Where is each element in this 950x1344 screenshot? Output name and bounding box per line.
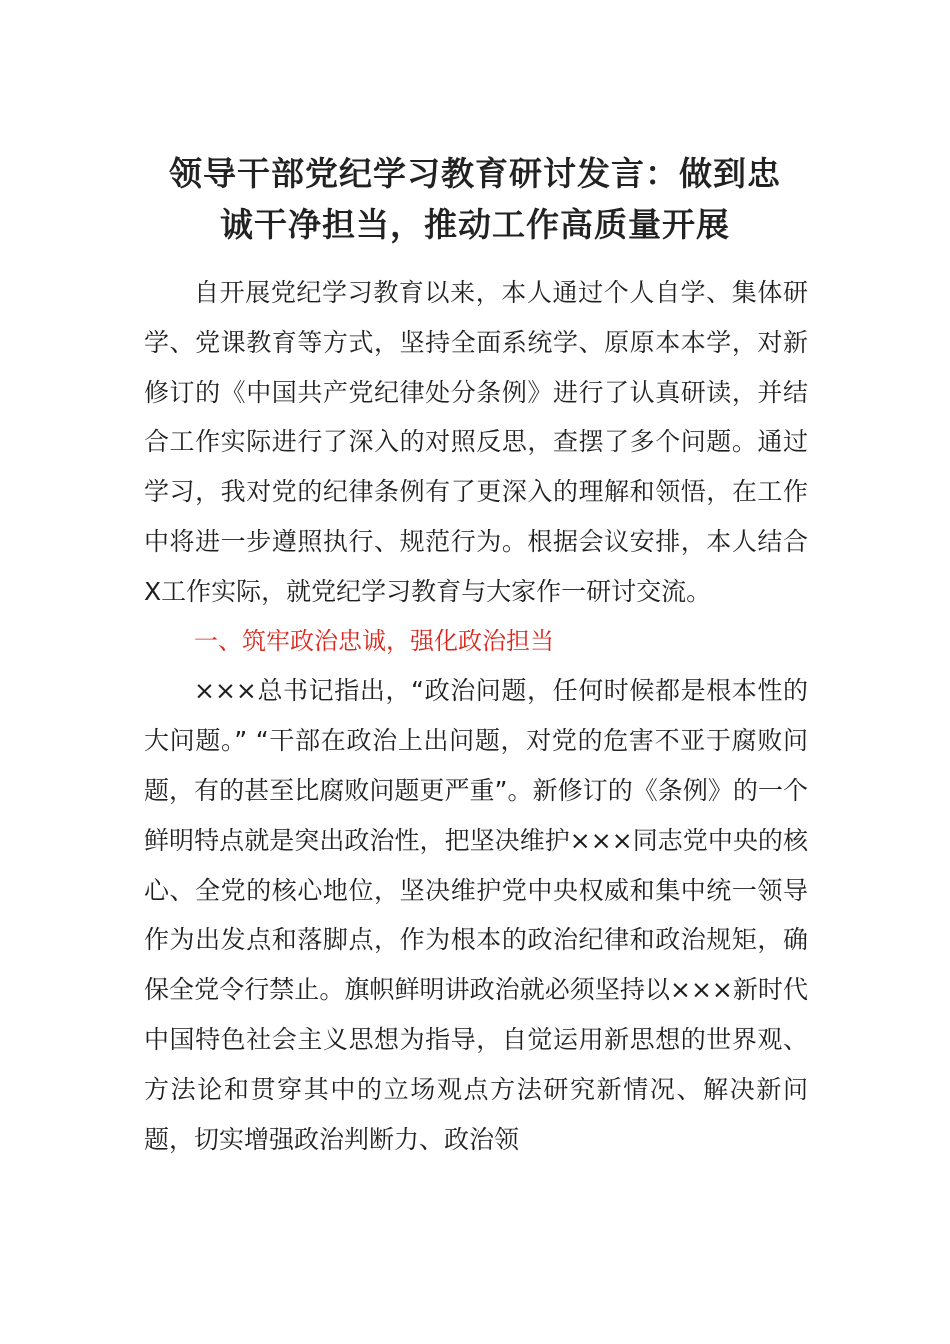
- title-line-2: 诚干净担当，推动工作高质量开展: [220, 205, 730, 244]
- section-heading: 一、筑牢政治忠诚，强化政治担当: [194, 626, 554, 655]
- intro-paragraph: 自开展党纪学习教育以来，本人通过个人自学、集体研学、党课教育等方式，坚持全面系统学、原原本本学，对新修订的《中国共产党纪律处分条例》进行了认真研读，并结合工作实际进行了深入的对照反思，查摆了多个问题。通过学习，我对党的纪律条例有了更深入的理解和领悟，在工作中将进一步遵照执行、规范行为。根据会议安排，本人结合X工作实际，就党纪学习教育与大家作一研讨交流。: [144, 278, 808, 606]
- document-body: [144, 268, 808, 1164]
- title-line-1: 领导干部党纪学习教育研讨发言：做到忠: [169, 154, 781, 193]
- page-title: [130, 148, 820, 250]
- section-paragraph: ×××总书记指出，“政治问题，任何时候都是根本性的大问题。” “干部在政治上出问题，对党的危害不亚于腐败问题，有的甚至比腐败问题更严重”。新修订的《条例》的一个鲜明特点就是突出政治性，把坚决维护×××同志党中央的核心、全党的核心地位，坚决维护党中央权威和集中统一领导作为出发点和落脚点，作为根本的政治纪律和政治规矩，确保全党令行禁止。旗帜鲜明讲政治就必须坚持以×××新时代中国特色社会主义思想为指导，自觉运用新思想的世界观、方法论和贯穿其中的立场观点方法研究新情况、解决新问题，切实增强政治判断力、政治领: [144, 676, 808, 1154]
